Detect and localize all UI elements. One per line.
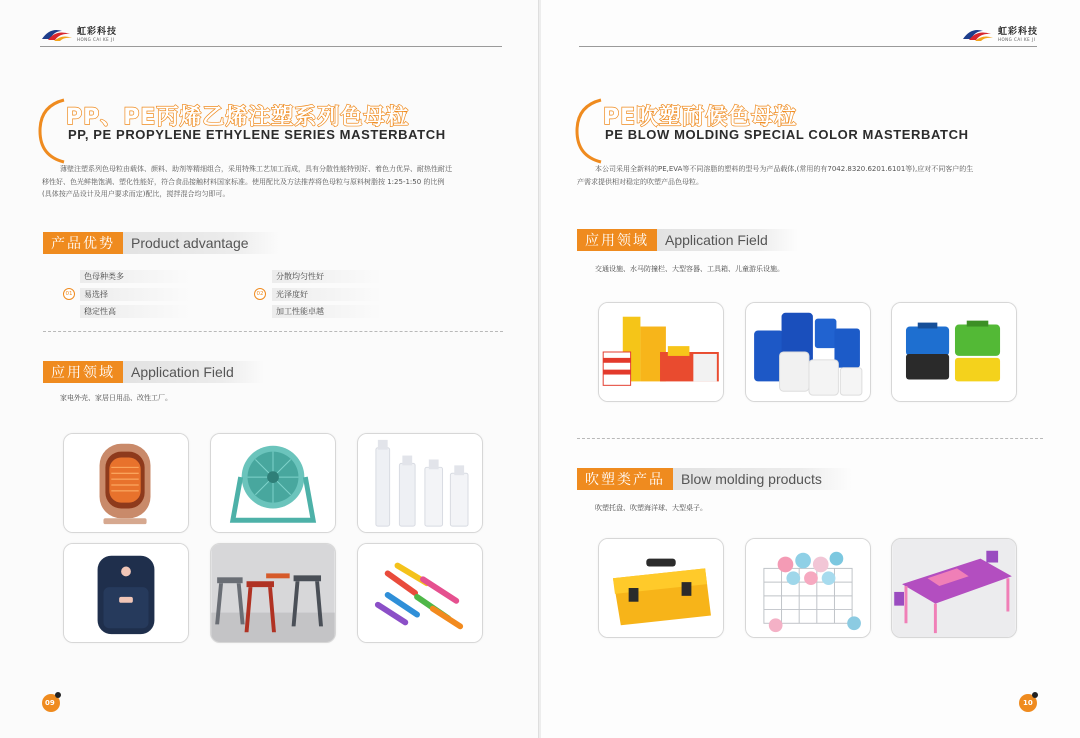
page-number-text: 10	[1023, 699, 1033, 707]
brand-name-en: HONG CAI KE JI	[77, 37, 115, 42]
intro-line: 移性好、色光鲜艳饱满、塑化性能好，符合食品接触材料国家标准。使用配比及方法推荐将色母粒与原料树脂按 1:25-1:50 的比例	[42, 177, 445, 186]
application-description: 家电外壳、家居日用品、改性工厂。	[60, 394, 172, 402]
logo-icon	[40, 25, 74, 45]
bullet-01-icon: 01	[63, 288, 75, 300]
toy-blocks-image	[357, 543, 483, 643]
page-number-text: 09	[45, 699, 55, 707]
section-label: Product advantage	[123, 232, 279, 254]
section-badge: 产品优势	[43, 232, 123, 254]
heater-image	[63, 433, 189, 533]
brand-logo	[40, 25, 117, 45]
containers-image	[745, 302, 871, 402]
section-label: Blow molding products	[673, 468, 852, 490]
right-page	[541, 0, 1080, 738]
brand-name-en: HONG CAI KE JI	[998, 37, 1036, 42]
barriers-image	[598, 302, 724, 402]
title-arc-decoration	[573, 96, 603, 166]
brand-name: 虹彩科技	[77, 27, 118, 37]
advantage-item: 光泽度好	[272, 288, 382, 301]
section-label: Application Field	[657, 229, 798, 251]
application-description: 交通设施、水马防撞栏、大型容器、工具箱、儿童游乐设施。	[595, 265, 784, 273]
brand-name: 虹彩科技	[998, 27, 1039, 37]
section-divider	[577, 438, 1043, 439]
section-divider	[43, 331, 503, 332]
section-label: Application Field	[123, 361, 264, 383]
brand-logo	[961, 25, 1038, 45]
advantage-item: 分散均匀性好	[272, 270, 382, 283]
page-title: PP、PE丙烯乙烯注塑系列色母粒	[66, 105, 410, 130]
intro-line: 本公司采用全新料的PE,EVA等不同溶脂的塑料的型号为产品载体,(常用的有7042.8320.6201.6101等),应对不同客户的生	[595, 165, 974, 173]
ball-pit-image	[745, 538, 871, 638]
bottles-image	[357, 433, 483, 533]
bullet-02-icon: 02	[254, 288, 266, 300]
intro-paragraph	[577, 163, 1043, 188]
header-rule	[579, 46, 1037, 47]
intro-line: (具体按产品设计及用户要求而定)配比，搅拌混合均匀即可。	[42, 190, 230, 198]
advantage-item: 色母种类多	[80, 270, 190, 283]
kids-table-image	[891, 538, 1017, 638]
section-header-application	[43, 361, 264, 383]
intro-line: 产需求提供相对稳定的吹塑产品色母粒。	[577, 177, 703, 186]
advantage-item: 加工性能卓越	[272, 305, 382, 318]
advantage-item: 易选择	[80, 288, 190, 301]
section-header-application	[577, 229, 798, 251]
yellow-toolbox-image	[598, 538, 724, 638]
toolboxes-image	[891, 302, 1017, 402]
title-arc-decoration	[36, 96, 66, 166]
section-badge: 应用领域	[43, 361, 123, 383]
stools-image	[210, 543, 336, 643]
logo-icon	[961, 25, 995, 45]
section-header-advantage	[43, 232, 279, 254]
air-fryer-image	[63, 543, 189, 643]
page-subtitle: PE BLOW MOLDING SPECIAL COLOR MASTERBATCH	[605, 127, 969, 142]
intro-paragraph	[42, 163, 506, 201]
blow-molding-description: 吹塑托盘、吹塑海洋球、大型桌子。	[595, 504, 707, 512]
section-header-blow-molding	[577, 468, 852, 490]
page-title: PE吹塑耐候色母粒	[603, 105, 798, 130]
section-badge: 吹塑类产品	[577, 468, 673, 490]
section-badge: 应用领域	[577, 229, 657, 251]
advantage-item: 稳定性高	[80, 305, 190, 318]
intro-line: 薄壁注塑系列色母粒由载体、颜料、助剂等精细组合，采用特殊工艺加工而成，具有分散性能特别好、着色力优异、耐热性耐迁	[60, 165, 452, 173]
page-subtitle: PP, PE PROPYLENE ETHYLENE SERIES MASTERBATCH	[68, 127, 446, 142]
header-rule	[40, 46, 502, 47]
fan-image	[210, 433, 336, 533]
